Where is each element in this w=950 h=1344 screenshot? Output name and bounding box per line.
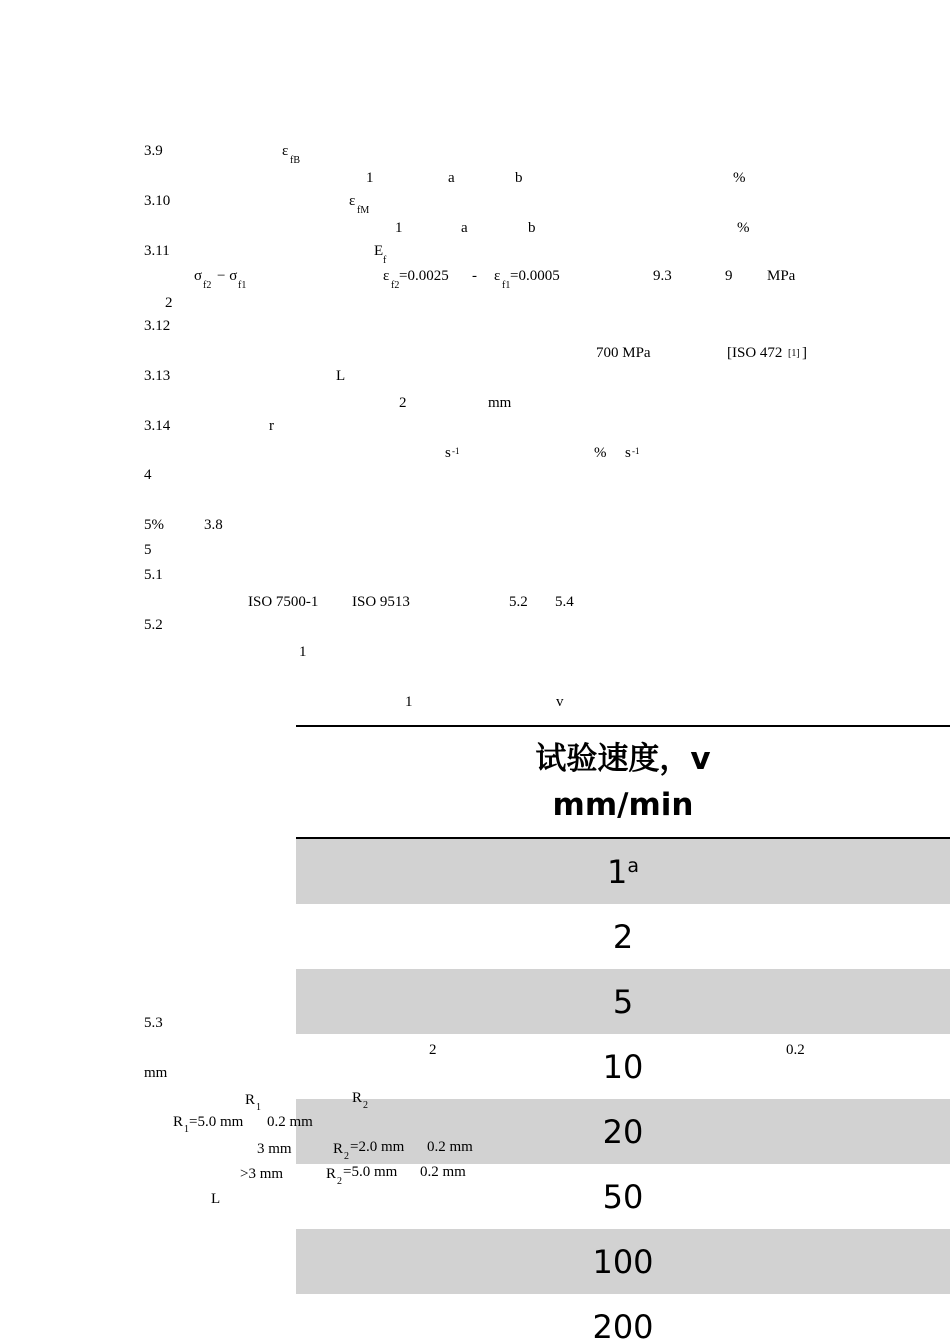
text-fragment: 2: [165, 295, 173, 311]
text-fragment: 3 mm: [257, 1141, 292, 1157]
clause-reference: 3.8: [204, 517, 223, 533]
symbol-radius: R: [173, 1114, 184, 1130]
clause-number: 3.10: [144, 193, 171, 209]
header-title: 试验速度，v: [535, 741, 711, 777]
text-fragment: b: [528, 220, 536, 236]
clause-number: 5.2: [144, 617, 163, 633]
subscript: 2: [337, 1176, 342, 1187]
subscript: fM: [357, 205, 370, 216]
symbol-radius: R: [333, 1141, 344, 1157]
table-row: [296, 1229, 950, 1294]
subscript: f2: [203, 280, 212, 291]
tolerance-value: 0.2 mm: [267, 1114, 313, 1130]
text-fragment: 0.2: [786, 1042, 805, 1058]
text-fragment: 1: [299, 644, 307, 660]
percent-sign: %: [737, 220, 750, 236]
text-fragment: a: [448, 170, 455, 186]
symbol-epsilon: ε: [494, 268, 501, 284]
speed-value: 20: [602, 1112, 644, 1151]
symbol-sigma: σ: [194, 268, 203, 284]
symbol-rate: r: [269, 418, 274, 434]
text-fragment: 1: [395, 220, 403, 236]
clause-number: 5.1: [144, 567, 163, 583]
footnote-reference: [1]: [788, 348, 800, 359]
tolerance-value: 0.2 mm: [420, 1164, 466, 1180]
text-fragment: =5.0 mm: [343, 1164, 398, 1180]
clause-reference: 5.2: [509, 594, 528, 610]
superscript: -1: [632, 446, 640, 456]
text-fragment: a: [461, 220, 468, 236]
percent-sign: %: [733, 170, 746, 186]
standard-reference: ISO 9513: [352, 594, 410, 610]
symbol-epsilon: ε: [383, 268, 390, 284]
unit-label: s: [625, 445, 631, 461]
table-header: [296, 727, 950, 837]
text-fragment: -: [472, 268, 477, 284]
text-fragment: 2: [429, 1042, 437, 1058]
unit-label: s: [445, 445, 451, 461]
symbol-radius: R: [326, 1166, 337, 1182]
unit-label: mm: [144, 1065, 168, 1081]
text-fragment: 700 MPa: [596, 345, 651, 361]
table-row: [296, 969, 950, 1034]
text-fragment: =2.0 mm: [350, 1139, 405, 1155]
text-fragment: =5.0 mm: [189, 1114, 244, 1130]
symbol-radius: R: [352, 1090, 363, 1106]
clause-number: 3.12: [144, 318, 171, 334]
speed-value: 100: [592, 1242, 654, 1281]
text-fragment: 5%: [144, 517, 164, 533]
section-number: 4: [144, 467, 152, 483]
subscript: fB: [290, 155, 300, 166]
text-fragment: ]: [802, 345, 807, 361]
text-fragment: b: [515, 170, 523, 186]
text-fragment: 2: [399, 395, 407, 411]
table-caption-symbol: v: [556, 694, 564, 710]
unit-label: mm: [488, 395, 512, 411]
table-caption-number: 1: [405, 694, 413, 710]
clause-number: 3.9: [144, 143, 163, 159]
symbol-modulus: E: [374, 243, 384, 259]
section-number: 5: [144, 542, 152, 558]
clause-number: 3.11: [144, 243, 170, 259]
standard-reference: [ISO 472: [727, 345, 783, 361]
footnote-marker: a: [627, 854, 639, 877]
subscript: f1: [238, 280, 247, 291]
table-row: [296, 1294, 950, 1344]
text-fragment: 9: [725, 268, 733, 284]
table-row: [296, 1034, 950, 1099]
symbol-sigma: − σ: [217, 268, 238, 284]
symbol-epsilon: ε: [349, 193, 356, 209]
speed-value: 10: [602, 1047, 644, 1086]
speed-value: 2: [612, 917, 634, 956]
speed-value: 50: [602, 1177, 644, 1216]
clause-number: 5.3: [144, 1015, 163, 1031]
subscript: 2: [344, 1151, 349, 1162]
clause-reference: 9.3: [653, 268, 672, 284]
table-row: [296, 839, 950, 904]
standard-reference: ISO 7500-1: [248, 594, 319, 610]
speed-value: 200: [592, 1307, 654, 1344]
text-fragment: >3 mm: [240, 1166, 284, 1182]
clause-number: 3.13: [144, 368, 171, 384]
symbol-span: L: [211, 1191, 221, 1207]
unit-label: MPa: [767, 268, 796, 284]
subscript: 1: [256, 1102, 261, 1113]
clause-number: 3.14: [144, 418, 171, 434]
subscript: 2: [363, 1100, 368, 1111]
subscript: f: [383, 255, 387, 266]
subscript: f1: [502, 280, 511, 291]
tolerance-value: 0.2 mm: [427, 1139, 473, 1155]
text-fragment: =0.0005: [510, 268, 560, 284]
subscript: 1: [184, 1124, 189, 1135]
symbol-radius: R: [245, 1092, 256, 1108]
symbol-epsilon: ε: [282, 143, 289, 159]
table-row: [296, 904, 950, 969]
symbol-span: L: [336, 368, 346, 384]
header-unit: mm/min: [552, 787, 694, 823]
speed-value: 5: [612, 982, 634, 1021]
text-fragment: =0.0025: [399, 268, 449, 284]
speed-value: 1: [606, 852, 628, 891]
clause-reference: 5.4: [555, 594, 574, 610]
test-speed-table: [296, 725, 950, 1344]
percent-sign: %: [594, 445, 607, 461]
superscript: -1: [452, 446, 460, 456]
subscript: f2: [391, 280, 400, 291]
text-fragment: 1: [366, 170, 374, 186]
